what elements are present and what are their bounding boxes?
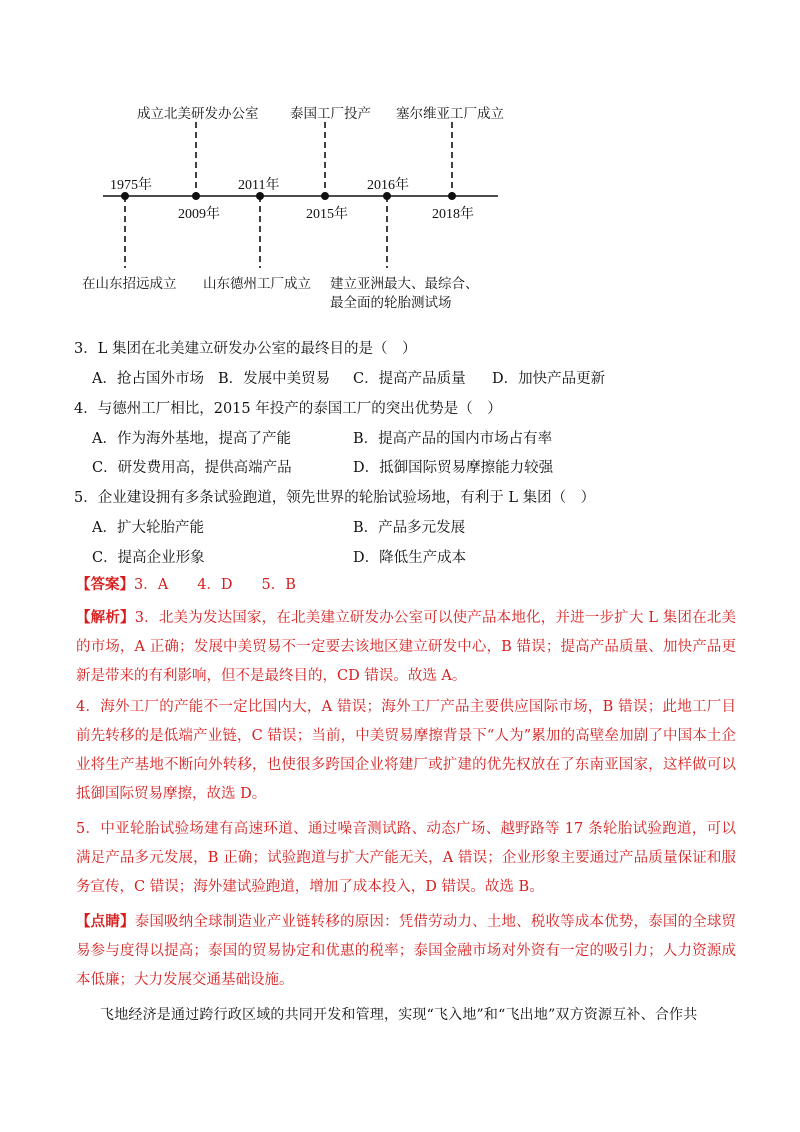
answer-text: 3．A 4．D 5．B: [134, 577, 296, 593]
analysis-tag: 【解析】: [76, 609, 135, 626]
q4-option-d: D．抵御国际贸易摩擦能力较强: [353, 460, 554, 476]
q3-option-d: D．加快产品更新: [492, 371, 606, 387]
year-2016: 2016年: [367, 178, 409, 193]
year-2011: 2011年: [238, 178, 280, 193]
q3-option-c: C．提高产品质量: [353, 371, 466, 387]
event-2011: 山东德州工厂成立: [203, 276, 311, 292]
year-2009: 2009年: [178, 207, 220, 222]
comment-block: [76, 907, 736, 995]
point-2018: [448, 192, 456, 200]
q5-option-b: B．产品多元发展: [353, 520, 466, 536]
event-2009: 成立北美研发办公室: [137, 106, 259, 122]
timeline-figure: [0, 0, 800, 330]
q5-option-d: D．降低生产成本: [353, 550, 467, 566]
point-2011: [256, 192, 264, 200]
analysis-p4: 4．海外工厂的产能不一定比国内大，A 错误；海外工厂产品主要供应国际市场，B 错误；此地工厂目前先转移的是低端产业链，C 错误；当前，中美贸易摩擦背景下“人为”累加的高壁垒加剧了中国本土企业将生产基地不断向外转移，也使很多跨国企业将建厂或扩建的优先权放在了东南亚国家，这样做可以抵御国际贸易摩擦，故选 D。: [76, 699, 736, 802]
point-1975: [121, 192, 129, 200]
q4-option-c: C．研发费用高，提供高端产品: [92, 460, 292, 476]
event-2016-line2: 最全面的轮胎测试场: [330, 295, 452, 311]
comment-tag: 【点睛】: [76, 913, 135, 930]
question-3-stem: 3．L 集团在北美建立研发办公室的最终目的是（ ）: [74, 341, 417, 357]
q3-option-a: A．抢占国外市场: [92, 371, 204, 387]
event-2018: 塞尔维亚工厂成立: [396, 106, 504, 122]
point-2009: [192, 192, 200, 200]
event-2016-line1: 建立亚洲最大、最综合、: [330, 276, 479, 292]
answer-line: [76, 570, 736, 600]
year-2015: 2015年: [306, 207, 348, 222]
answer-tag: 【答案】: [76, 576, 134, 593]
analysis-p3: [76, 603, 736, 691]
q4-option-b: B．提高产品的国内市场占有率: [353, 431, 553, 447]
comment-text: 泰国吸纳全球制造业产业链转移的原因：凭借劳动力、土地、税收等成本优势，泰国的全球贸易参与度得以提高；泰国的贸易协定和优惠的税率；泰国金融市场对外资有一定的吸引力；人力资源成本低廉；大力发展交通基础设施。: [76, 914, 737, 988]
footer-paragraph: 飞地经济是通过跨行政区域的共同开发和管理，实现“飞入地”和“飞出地”双方资源互补、合作共: [100, 1007, 698, 1023]
question-4-stem: 4．与德州工厂相比，2015 年投产的泰国工厂的突出优势是（ ）: [74, 401, 502, 417]
point-2015: [321, 192, 329, 200]
question-5-stem: 5．企业建设拥有多条试验跑道，领先世界的轮胎试验场地，有利于 L 集团（ ）: [74, 490, 596, 506]
year-1975: 1975年: [110, 178, 152, 193]
event-2015: 泰国工厂投产: [290, 106, 371, 122]
analysis-text-3: 3．北美为发达国家，在北美建立研发办公室可以使产品本地化，并进一步扩大 L 集团在北美的市场，A 正确；发展中美贸易不一定要去该地区建立研发中心，B 错误；提高产品质量、加快产品更新是带来的有利影响，但不是最终目的，CD 错误。故选 A。: [76, 610, 736, 684]
year-2018: 2018年: [432, 207, 474, 222]
analysis-p5: 5．中亚轮胎试验场建有高速环道、通过噪音测试路、动态广场、越野路等 17 条轮胎试验跑道，可以满足产品多元发展，B 正确；试验跑道与扩大产能无关，A 错误；企业形象主要通过产品质量保证和服务宣传，C 错误；海外建试验跑道，增加了成本投入，D 错误。故选 B。: [76, 821, 736, 895]
q5-option-a: A．扩大轮胎产能: [92, 520, 204, 536]
point-2016: [383, 192, 391, 200]
event-1975: 在山东招远成立: [82, 276, 177, 292]
q4-option-a: A．作为海外基地，提高了产能: [92, 431, 291, 447]
q3-option-b: B．发展中美贸易: [218, 371, 331, 387]
q5-option-c: C．提高企业形象: [92, 550, 205, 566]
